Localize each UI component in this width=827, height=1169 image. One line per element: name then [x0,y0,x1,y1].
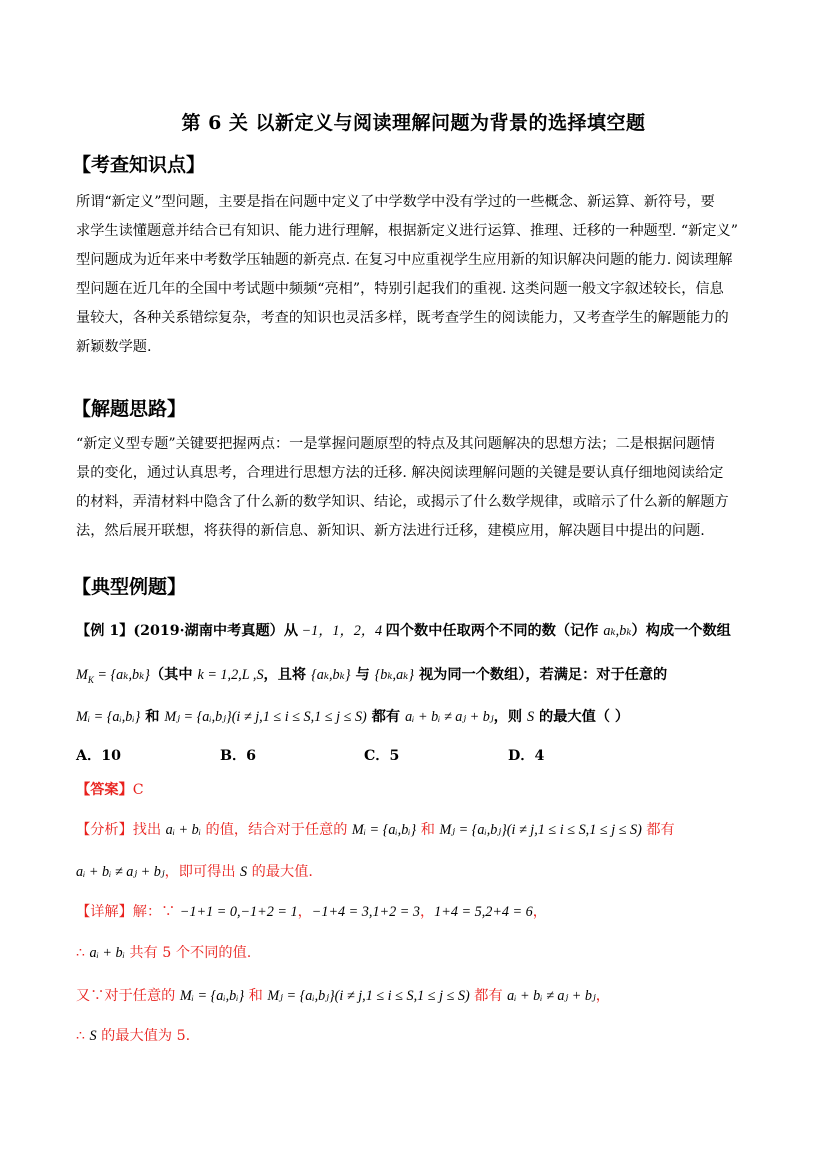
example-math: aₖ,bₖ [603,623,632,639]
example-1-line-3 [76,706,629,726]
example-math-subscript: K [87,674,94,685]
detail-line-1 [76,901,547,921]
detail-math: −1+1 = 0,−1+2 = 1 [179,904,298,920]
detail-text: ， [595,988,610,1004]
example-text: 和 [140,709,165,725]
example-math: Mⱼ = {aᵢ,bⱼ}(i ≠ j,1 ≤ i ≤ S,1 ≤ j ≤ S) [164,709,367,725]
approach-line: “新定义型专题”关键要把握两点：一是掌握问题原型的特点及其问题解决的思想方法；二是根据问题情 [76,436,715,452]
example-math: −1，1，2，4 [298,623,386,639]
approach-line: 法，然后展开联想，将获得的新信息、新知识、新方法进行迁移，建模应用，解决题目中提出的问题. [76,523,705,539]
option-a: A．10 [76,748,121,764]
detail-text: ， [532,904,547,920]
example-text: 都有 [366,709,406,725]
knowledge-line: 型问题在近几年的全国中考试题中频频“亮相”，特别引起我们的重视. 这类问题一般文字叙述较长，信息 [76,281,724,297]
example-text: ）构成一个数组 [631,623,731,639]
analysis-text: ，即可得出 [164,864,241,880]
detail-text: ∴ [76,1028,90,1044]
analysis-line-2 [76,861,313,881]
knowledge-paragraph [76,188,756,362]
option-b: B．6 [220,748,257,764]
example-label: 【例 1】(2019·湖南中考真题） [76,623,284,639]
analysis-text: 的最大值. [247,864,313,880]
detail-math: aᵢ + bᵢ ≠ aⱼ + bⱼ [507,988,596,1004]
analysis-math: aᵢ + bᵢ ≠ aⱼ + bⱼ [76,864,165,880]
detail-math: Mⱼ = {aᵢ,bⱼ}(i ≠ j,1 ≤ i ≤ S,1 ≤ j ≤ S) [267,988,470,1004]
analysis-text: 都有 [641,822,675,838]
detail-label: 【详解】 [76,904,133,920]
analysis-text: 找出 [132,822,166,838]
knowledge-line: 量较大，各种关系错综复杂，考查的知识也灵活多样，既考查学生的阅读能力，又考查学生的解题能力的 [76,310,729,326]
answer-line [76,779,144,799]
detail-math: −1+4 = 3,1+2 = 3 [311,904,420,920]
analysis-line-1 [76,819,675,839]
answer-label: 【答案】 [76,782,133,798]
example-math: = {aₖ,bₖ} [93,667,150,683]
detail-math: aᵢ + bᵢ [89,945,125,961]
knowledge-line: 所谓“新定义”型问题，主要是指在问题中定义了中学数学中没有学过的一些概念、新运算、新符号，要 [76,194,715,210]
detail-line-4 [76,1025,190,1045]
example-text: 的最大值（ ） [534,709,630,725]
example-math: M [76,667,88,683]
example-math: aᵢ + bᵢ ≠ aⱼ + bⱼ [405,709,494,725]
analysis-text: 的值，结合对于任意的 [201,822,352,838]
example-1-line-1 [76,620,731,640]
example-math: S [526,709,535,725]
analysis-math: aᵢ + bᵢ [165,822,202,838]
analysis-label: 【分析】 [76,822,133,838]
analysis-math: Mᵢ = {aᵢ,bᵢ} [351,822,417,838]
example-math: {bₖ,aₖ} [374,667,415,683]
example-text: （其中 [149,667,198,683]
example-math: {aₖ,bₖ} [311,667,351,683]
analysis-math: S [240,864,248,880]
detail-math: S [89,1028,97,1044]
example-1-line-2 [76,664,667,685]
example-text: ，且将 [263,667,312,683]
option-d: D．4 [508,748,545,764]
detail-text: 又∵对于任意的 [76,988,180,1004]
approach-line: 的材料，弄清材料中隐含了什么新的数学知识、结论，或揭示了什么数学规律，或暗示了什么新的解题方 [76,494,729,510]
example-math: Mᵢ = {aᵢ,bᵢ} [76,709,141,725]
example-text: ，则 [493,709,527,725]
section-heading-examples: 【典型例题】 [72,576,187,598]
detail-text: 解：∵ [132,904,180,920]
detail-math: Mᵢ = {aᵢ,bᵢ} [179,988,245,1004]
example-math: k = 1,2,L ,S [197,667,264,683]
page-title: 第 6 关 以新定义与阅读理解问题为背景的选择填空题 [181,112,646,134]
answer-value: C [132,782,144,798]
example-text: 四个数中任取两个不同的数（记作 [385,623,604,639]
knowledge-line: 新颖数学题. [76,339,152,355]
detail-math: 1+4 = 5,2+4 = 6 [434,904,533,920]
knowledge-line: 求学生读懂题意并结合已有知识、能力进行理解，根据新定义进行运算、推理、迁移的一种题型. “新定义” [76,223,738,239]
detail-text: 共有 5 个不同的值. [124,945,252,961]
approach-line: 景的变化，通过认真思考，合理进行思想方法的迁移. 解决阅读理解问题的关键是要认真仔细地阅读给定 [76,465,724,481]
detail-text: 的最大值为 5. [96,1028,191,1044]
analysis-text: 和 [416,822,440,838]
detail-text: ， [297,904,312,920]
detail-text: ， [419,904,435,920]
section-heading-approach: 【解题思路】 [72,398,187,420]
example-text: 从 [283,623,299,639]
approach-paragraph [76,430,756,546]
detail-line-3 [76,985,610,1005]
analysis-math: Mⱼ = {aᵢ,bⱼ}(i ≠ j,1 ≤ i ≤ S,1 ≤ j ≤ S) [439,822,642,838]
example-text: 与 [350,667,375,683]
section-heading-knowledge: 【考查知识点】 [72,154,206,176]
detail-text: 都有 [469,988,508,1004]
knowledge-line: 型问题成为近年来中考数学压轴题的新亮点. 在复习中应重视学生应用新的知识解决问题的能力. 阅读理解 [76,252,733,268]
option-c: C．5 [364,748,400,764]
example-text: 视为同一个数组），若满足：对于任意的 [414,667,668,683]
detail-line-2 [76,942,251,962]
detail-text: ∴ [76,945,90,961]
detail-text: 和 [244,988,268,1004]
